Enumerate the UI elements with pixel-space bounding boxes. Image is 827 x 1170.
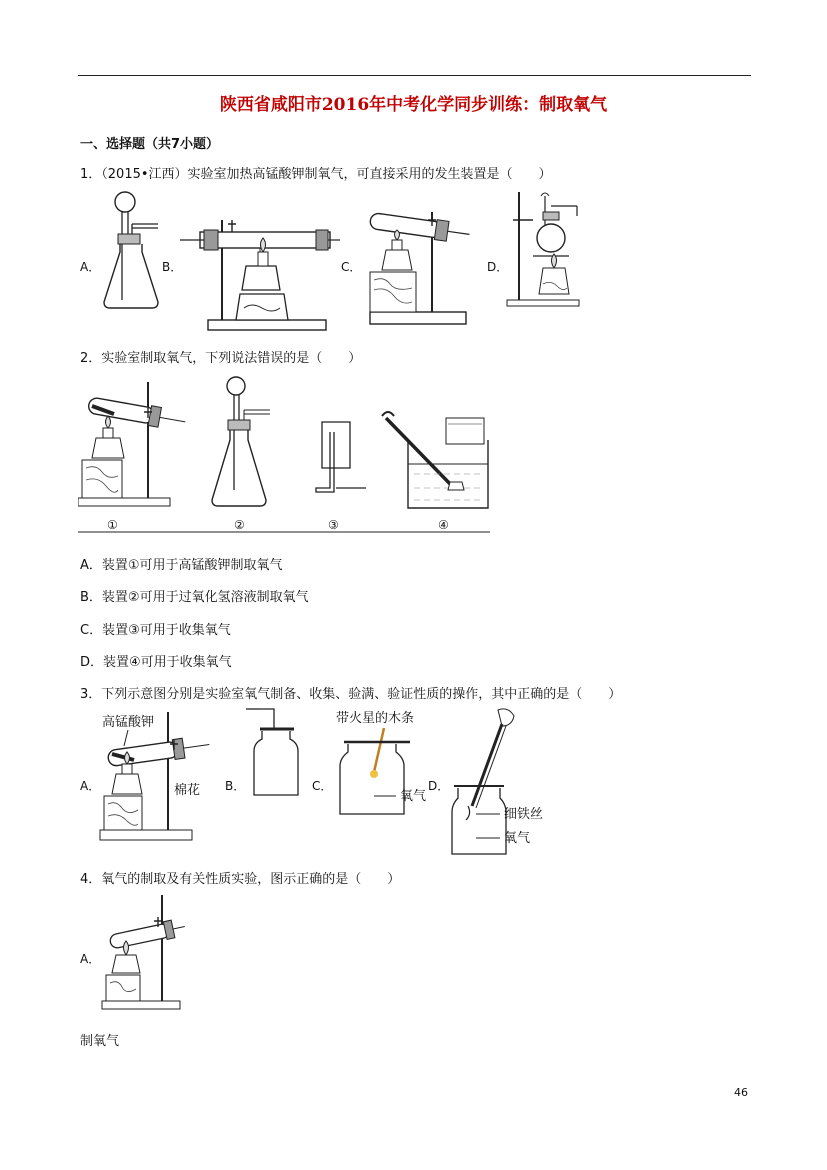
q3-label-wire: 细铁丝 <box>504 807 544 822</box>
q4-figure-caption: 制氧气 <box>80 1034 120 1049</box>
q3-figure-c[interactable] <box>334 706 430 818</box>
section-heading: 一、选择题（共7小题） <box>80 137 220 152</box>
q1-option-c-label[interactable]: C． <box>341 260 362 274</box>
q1-option-b-label[interactable]: B． <box>162 260 183 274</box>
q2-option-d[interactable]: D．装置④可用于收集氧气 <box>80 655 232 670</box>
question-4-stem: 4．氧气的制取及有关性质实验，图示正确的是（ ） <box>80 872 401 887</box>
q3-figure-b[interactable] <box>246 707 302 799</box>
question-3-stem: 3．下列示意图分别是实验室氧气制备、收集、验满、验证性质的操作，其中正确的是（ ） <box>80 687 622 702</box>
q2-option-c[interactable]: C．装置③可用于收集氧气 <box>80 623 231 638</box>
q1-figure-b[interactable] <box>180 190 340 336</box>
q2-figure-label-4: ④ <box>438 518 449 532</box>
q1-option-a-label[interactable]: A． <box>80 260 101 274</box>
page-title: 陕西省咸阳市2016年中考化学同步训练：制取氧气 <box>219 95 608 115</box>
q3-option-b-label[interactable]: B． <box>225 779 246 793</box>
q2-option-a[interactable]: A．装置①可用于高锰酸钾制取氧气 <box>80 558 283 573</box>
q3-option-c-label[interactable]: C． <box>312 779 333 793</box>
q3-label-oxygen-d: 氧气 <box>504 831 531 846</box>
q1-figure-c[interactable] <box>360 190 470 328</box>
q4-option-a-label[interactable]: A． <box>80 952 101 966</box>
q3-label-cotton: 棉花 <box>174 783 201 798</box>
question-2-stem: 2．实验室制取氧气，下列说法错误的是（ ） <box>80 351 362 366</box>
q3-label-oxygen-c: 氧气 <box>400 789 427 804</box>
q2-figure-label-3: ③ <box>328 518 339 532</box>
q3-figure-d[interactable] <box>446 706 550 856</box>
q1-figure-a[interactable] <box>100 188 162 316</box>
q2-figure-label-1: ① <box>107 518 118 532</box>
header-rule <box>78 75 751 76</box>
page-number: 46 <box>734 1086 748 1099</box>
q4-figure-a[interactable] <box>100 893 186 1011</box>
q3-label-splint: 带火星的木条 <box>336 711 415 726</box>
q2-figure-strip <box>78 372 490 538</box>
q1-figure-d[interactable] <box>505 190 583 308</box>
q1-option-d-label[interactable]: D． <box>487 260 509 274</box>
q3-option-a-label[interactable]: A． <box>80 779 101 793</box>
q2-option-b[interactable]: B．装置②可用于过氧化氢溶液制取氧气 <box>80 590 309 605</box>
q3-label-kmno4: 高锰酸钾 <box>102 715 155 730</box>
q3-option-d-label[interactable]: D． <box>428 779 450 793</box>
q3-figure-a[interactable] <box>98 706 216 846</box>
q2-figure-label-2: ② <box>234 518 245 532</box>
question-1-stem: 1．（2015•江西）实验室加热高锰酸钾制氧气，可直接采用的发生装置是（ ） <box>80 167 552 182</box>
